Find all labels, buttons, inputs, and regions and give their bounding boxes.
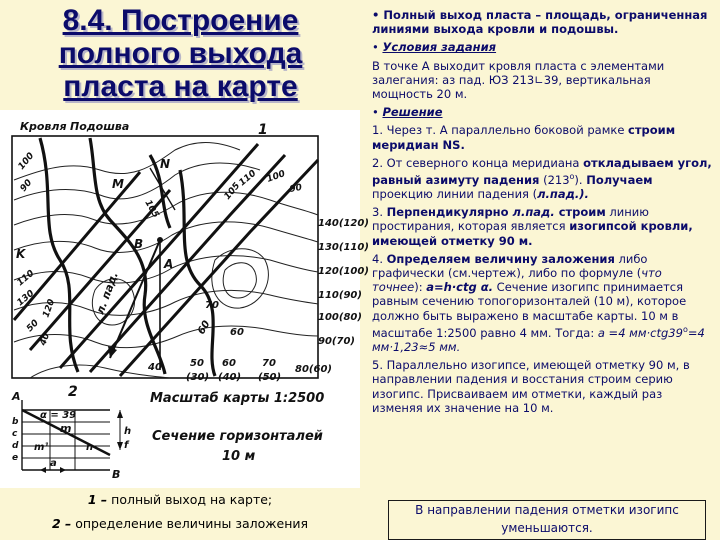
svg-text:90: 90: [288, 182, 303, 195]
step-4: 4. Определяем величину заложения либо графически (см.чертеж), либо по формуле (что точнее): a=h·ctg α. Сечение изогипс принимается равным сечению топогоризонталей (10 м), которое должно быть выражено в масштабе карты. 10 м в масштабе 1:2500 равно 4 мм. Тогда: a =4 $мм\cdot ctg39^о=4$ мм·1,23≈5 мм.: [372, 251, 705, 354]
svg-text:60: 60: [196, 318, 213, 337]
fig2-side-labels: [12, 417, 19, 463]
point-A: [157, 237, 163, 243]
footer-note: В направлении падения отметки изогипс уменьшаются.: [388, 500, 706, 540]
label-M: M: [112, 177, 124, 191]
svg-text:(30): (30): [186, 372, 210, 383]
svg-text:100: 100: [265, 168, 287, 185]
svg-text:50: 50: [25, 318, 41, 335]
label-K: K: [16, 247, 26, 261]
svg-text:40: 40: [38, 331, 53, 348]
contour-interval-title: Сечение горизонталей: [152, 429, 323, 444]
label-fig2: 2: [68, 384, 78, 400]
svg-text:h: h: [124, 426, 132, 437]
svg-text:A: A: [12, 390, 21, 403]
svg-text:140(120): 140(120): [318, 218, 369, 229]
svg-text:110: 110: [237, 168, 259, 189]
map-figure: [0, 110, 369, 488]
right-labels: [318, 218, 369, 347]
scale-label: Масштаб карты 1:2500: [150, 391, 325, 406]
figure-caption: [0, 488, 360, 540]
step-3: 3. Перпендикулярно л.пад. строим линию простирания, которая является изогипсой кровли, имеющей отметку 90 м.: [372, 205, 693, 248]
definition-paragraph: • Полный выход пласта – площадь, ограниченная линиями выхода кровли и подошвы.: [372, 8, 708, 37]
conditions-heading: • Условия задания: [372, 40, 497, 55]
outcrop-roof: [40, 138, 165, 374]
svg-text:70: 70: [262, 358, 276, 369]
inner-labels: [196, 300, 244, 338]
svg-text:60: 60: [230, 327, 244, 338]
svg-text:m¹: m¹: [34, 442, 49, 453]
svg-text:120(100): 120(100): [318, 266, 369, 277]
solution-heading: • Решение: [372, 105, 443, 120]
svg-text:50: 50: [190, 358, 204, 369]
caption-line-1: 1 – полный выход на карте;: [87, 492, 273, 507]
svg-text:m: m: [60, 422, 72, 435]
svg-text:e: e: [12, 453, 19, 463]
conditions-text: В точке А выходит кровля пласта с элементами залегания: аз пад. ЮЗ 213∟39, вертикальная мощность 20 м.: [372, 58, 665, 102]
slide-title: 8.4. Построение полного выхода пласта на карте: [58, 4, 303, 103]
svg-text:120: 120: [41, 297, 58, 320]
label-A: A: [164, 257, 174, 271]
svg-text:130(110): 130(110): [318, 242, 369, 253]
svg-text:105: 105: [142, 198, 161, 220]
svg-text:130: 130: [15, 288, 37, 309]
svg-text:c: c: [12, 429, 18, 439]
label-fig1: 1: [258, 122, 268, 138]
svg-text:105: 105: [222, 181, 243, 202]
svg-text:100: 100: [16, 151, 37, 172]
label-bottom: Подошва: [70, 120, 130, 133]
svg-text:b: b: [12, 417, 19, 427]
svg-text:90: 90: [18, 177, 35, 194]
svg-text:(50): (50): [258, 372, 282, 383]
label-roof: Кровля: [20, 120, 67, 133]
svg-text:110: 110: [15, 268, 37, 289]
svg-text:a: a: [50, 458, 57, 469]
svg-text:40: 40: [148, 362, 162, 373]
map-drawing: [0, 110, 369, 488]
svg-text:110(90): 110(90): [318, 290, 362, 301]
step-5: 5. Параллельно изогипсе, имеющей отметку 90 м, в направлении падения и восстания строим серию изогипс. Присваиваем им отметки, каждый раз изменяя их значение на 10 м.: [372, 358, 690, 415]
svg-text:d: d: [12, 441, 19, 451]
svg-text:90(70): 90(70): [318, 336, 355, 347]
label-dip: л. пад.: [93, 270, 121, 317]
caption-line-2: 2 – определение величины заложения: [51, 516, 309, 531]
text-column: [372, 8, 712, 419]
svg-text:(40): (40): [218, 372, 242, 383]
contour-interval-value: 10 м: [222, 449, 256, 464]
svg-text:70: 70: [205, 300, 219, 311]
svg-text:80(60): 80(60): [295, 364, 332, 375]
svg-text:B: B: [112, 468, 121, 481]
svg-text:100(80): 100(80): [318, 312, 362, 323]
svg-text:n: n: [86, 442, 94, 453]
step-2: 2. От северного конца меридиана откладываем угол, равный азимуту падения $(213^о)$. Получаем проекцию линии падения (л.пад.).: [372, 155, 712, 202]
svg-text:f: f: [124, 440, 129, 451]
svg-text:α = 39: α = 39: [40, 410, 77, 421]
svg-text:60: 60: [222, 358, 236, 369]
bottom-labels: [147, 358, 332, 383]
step-1: 1. Через т. А параллельно боковой рамке строим меридиан NS.: [372, 123, 676, 152]
label-N: N: [160, 157, 171, 171]
label-B: B: [134, 237, 144, 251]
